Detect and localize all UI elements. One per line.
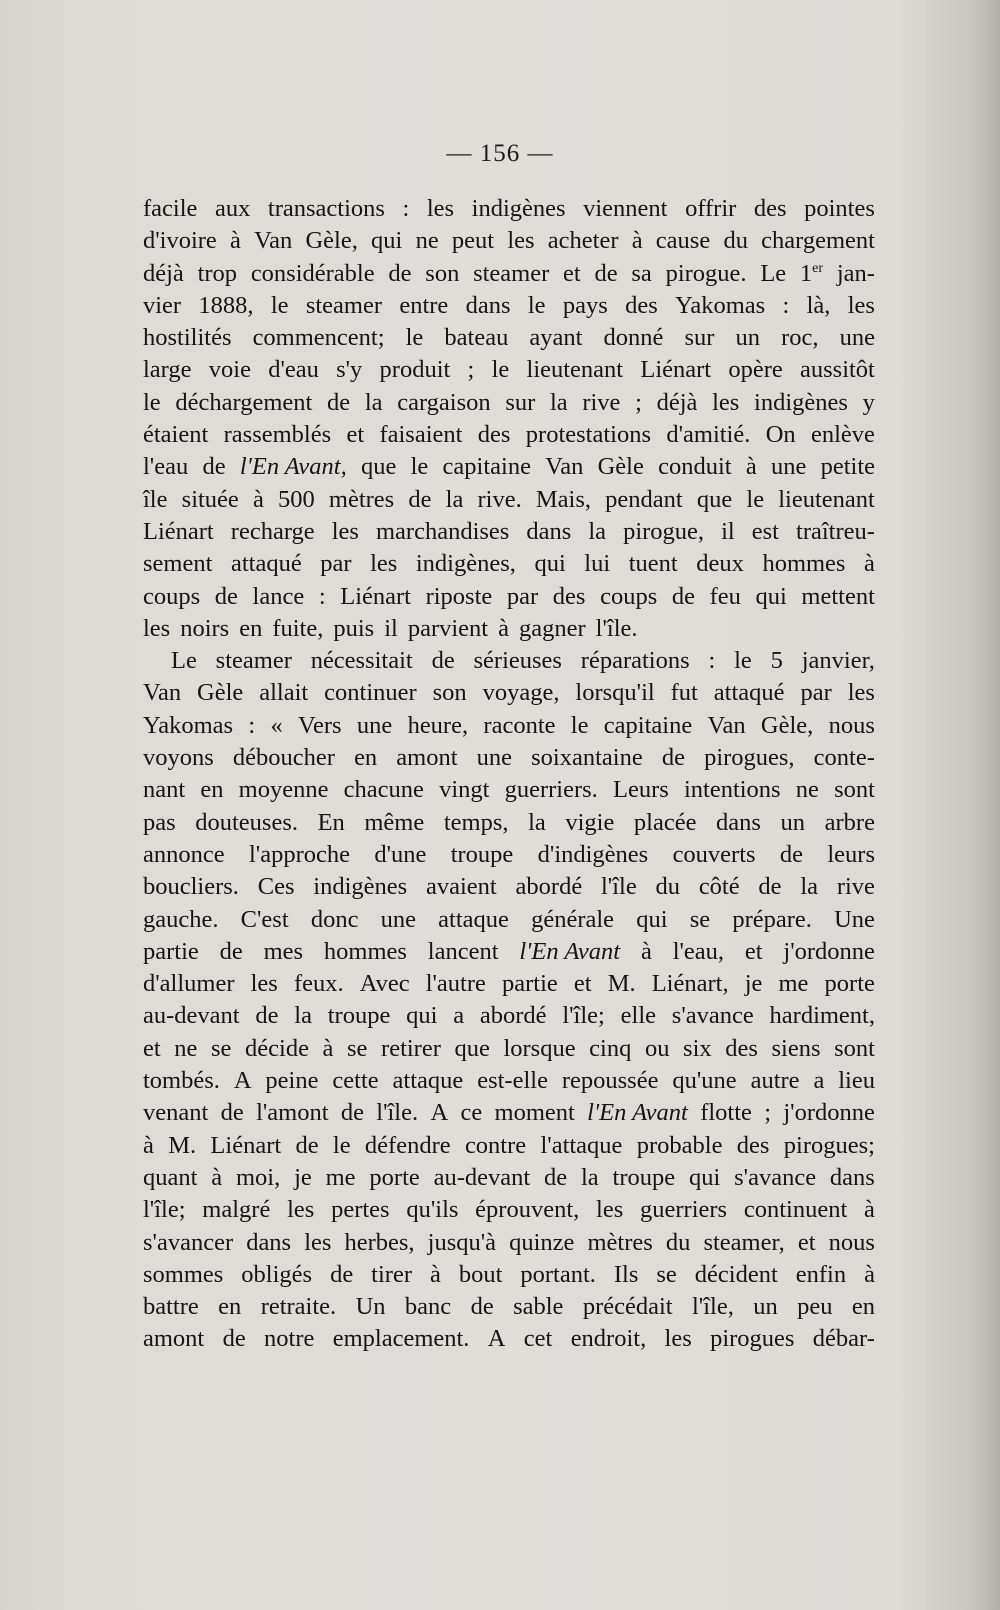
text-line: facile aux transactions : les indigènes viennent offrir des pointes — [143, 195, 875, 222]
text-line: Liénart recharge les marchandises dans la pirogue, il est traîtreu- — [143, 517, 875, 545]
text-line: au-devant de la troupe qui a abordé l'île; elle s'avance hardiment, — [143, 1002, 875, 1030]
text-line: coups de lance : Liénart riposte par des coups de feu qui mettent — [143, 582, 875, 610]
text-line: d'allumer les feux. Avec l'autre partie et M. Liénart, je me porte — [143, 970, 875, 998]
text-line: l'eau de l'En Avant, que le capitaine Van Gèle conduit à une petite — [143, 453, 875, 481]
text-line: à M. Liénart de le défendre contre l'attaque probable des pirogues; — [143, 1131, 875, 1159]
text-line: tombés. A peine cette attaque est-elle repoussée qu'une autre a lieu — [143, 1067, 875, 1095]
text-line: déjà trop considérable de son steamer et de sa pirogue. Le 1er jan- — [143, 259, 875, 287]
text-line: battre en retraite. Un banc de sable précédait l'île, un peu en — [143, 1293, 875, 1321]
text-line: quant à moi, je me porte au-devant de la troupe qui s'avance dans — [143, 1163, 875, 1191]
text-line: voyons déboucher en amont une soixantaine de pirogues, conte- — [143, 744, 875, 772]
text-line: partie de mes hommes lancent l'En Avant à l'eau, et j'ordonne — [143, 937, 875, 965]
text-line: sement attaqué par les indigènes, qui lui tuent deux hommes à — [143, 550, 875, 578]
text-line: Yakomas : « Vers une heure, raconte le capitaine Van Gèle, nous — [143, 711, 875, 739]
text-line: les noirs en fuite, puis il parvient à gagner l'île. — [143, 614, 638, 642]
text-line: nant en moyenne chacune vingt guerriers. Leurs intentions ne sont — [143, 776, 875, 804]
text-line: hostilités commencent; le bateau ayant donné sur un roc, une — [143, 324, 875, 352]
body-text — [143, 193, 875, 1356]
text-line: et ne se décide à se retirer que lorsque cinq ou six des siens sont — [143, 1034, 875, 1062]
text-line: étaient rassemblés et faisaient des protestations d'amitié. On enlève — [143, 421, 875, 449]
text-line: s'avancer dans les herbes, jusqu'à quinze mètres du steamer, et nous — [143, 1228, 875, 1256]
text-line: venant de l'amont de l'île. A ce moment l'En Avant flotte ; j'ordonne — [143, 1099, 875, 1127]
page-number: — 156 — — [446, 140, 554, 167]
text-line: île située à 500 mètres de la rive. Mais, pendant que le lieutenant — [143, 485, 875, 513]
text-line: vier 1888, le steamer entre dans le pays des Yakomas : là, les — [143, 291, 875, 319]
text-line: gauche. C'est donc une attaque générale qui se prépare. Une — [143, 905, 875, 933]
text-line: amont de notre emplacement. A cet endroit, les pirogues débar- — [143, 1325, 875, 1353]
text-line: Le steamer nécessitait de sérieuses réparations : le 5 janvier, — [171, 647, 875, 675]
text-line: large voie d'eau s'y produit ; le lieutenant Liénart opère aussitôt — [143, 356, 875, 384]
text-line: sommes obligés de tirer à bout portant. Ils se décident enfin à — [143, 1260, 875, 1288]
text-line: Van Gèle allait continuer son voyage, lorsqu'il fut attaqué par les — [143, 679, 875, 707]
text-line: boucliers. Ces indigènes avaient abordé l'île du côté de la rive — [143, 873, 875, 901]
text-line: d'ivoire à Van Gèle, qui ne peut les acheter à cause du chargement — [143, 227, 875, 255]
text-line: annonce l'approche d'une troupe d'indigènes couverts de leurs — [143, 840, 875, 868]
text-line: l'île; malgré les pertes qu'ils éprouvent, les guerriers continuent à — [143, 1196, 875, 1224]
text-line: le déchargement de la cargaison sur la rive ; déjà les indigènes y — [143, 388, 875, 416]
text-line: pas douteuses. En même temps, la vigie placée dans un arbre — [143, 808, 875, 836]
